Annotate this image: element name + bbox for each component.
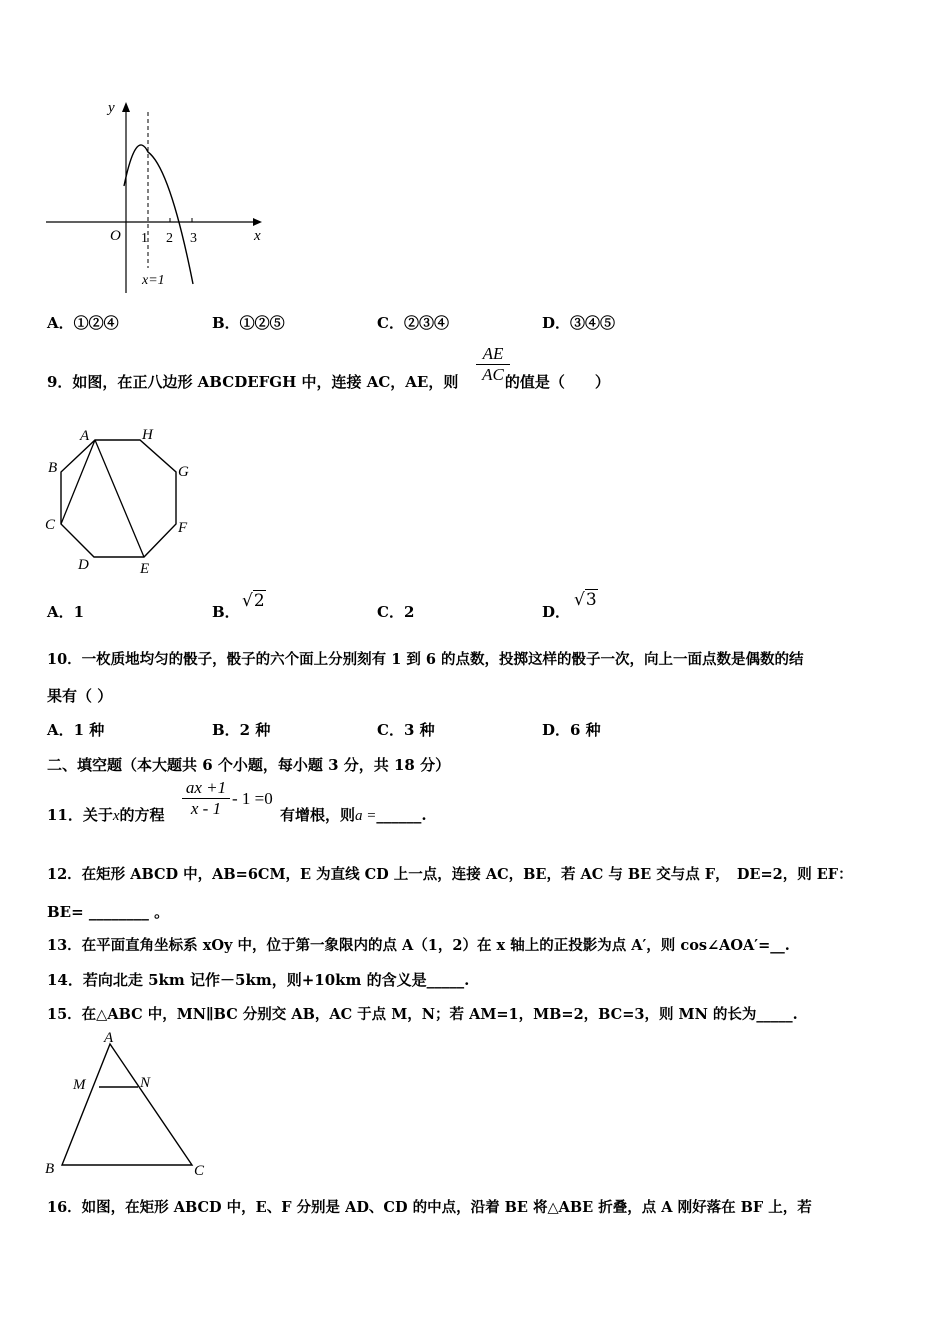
section-heading: 二、填空题（本大题共 6 个小题，每小题 3 分，共 18 分） [47,756,451,774]
q9-option-d[interactable]: D． [542,603,571,621]
tick-label-2: 2 [166,231,173,246]
x-axis-label: x [254,228,261,244]
triangle-label-m: M [73,1077,86,1093]
q10-option-a[interactable]: A．1 种 [47,721,105,739]
tick-label-3: 3 [190,231,197,246]
triangle-label-n: N [140,1075,151,1091]
q11-rest: - 1 =0 [232,789,273,808]
q10-line1: 10．一枚质地均匀的骰子，骰子的六个面上分别刻有 1 到 6 的点数，投掷这样的骰子一次，向上一面点数是偶数的结 [47,651,804,668]
q10-option-c[interactable]: C．3 种 [377,721,435,739]
q12-line2: BE= ________ 。 [47,903,170,921]
q9-frac-num: AE [482,344,504,363]
q9-prefix: 9．如图，在正八边形 ABCDEFGH 中，连接 AC，AE，则 [47,373,459,391]
q10-option-d[interactable]: D．6 种 [542,721,601,739]
q8-option-c[interactable]: C．②③④ [377,314,449,332]
vertex-g: G [178,464,189,480]
vertex-e: E [140,561,150,577]
q10-option-b[interactable]: B．2 种 [212,721,271,739]
q9-question [47,371,610,392]
vertex-d: D [78,557,89,573]
q16-question: 16．如图，在矩形 ABCD 中，E、F 分别是 AD、CD 的中点，沿着 BE 将△ABE 折叠，点 A 刚好落在 BF 上，若 [47,1199,812,1216]
q12-line1: 12．在矩形 ABCD 中，AB=6CM，E 为直线 CD 上一点，连接 AC，BE，若 AC 与 BE 交与点 F， DE=2，则 EF： [47,866,853,883]
triangle-label-a: A [104,1030,114,1046]
q14-question: 14．若向北走 5km 记作－5km，则+10km 的含义是_____. [47,971,470,989]
q8-option-d[interactable]: D．③④⑤ [542,314,616,332]
vertex-c: C [45,517,56,533]
q10-line2: 果有（ ） [47,687,113,705]
triangle-label-c: C [194,1163,205,1179]
q13-question: 13．在平面直角坐标系 xOy 中，位于第一象限内的点 A（1，2）在 x 轴上的正投影为点 A′，则 cos∠AOA′=__. [47,937,790,954]
q8-option-a[interactable]: A．①②④ [47,314,119,332]
sqrt-two: √2 [242,591,265,611]
q11-tail: 有增根，则a =______. [280,806,427,824]
vertex-h: H [142,427,153,443]
q8-option-b[interactable]: B．①②⑤ [212,314,285,332]
q11-fraction: ax +1 x - 1 [182,778,230,819]
parabola-graph [40,98,270,298]
axis-of-symmetry-label: x=1 [142,273,165,288]
q15-question: 15．在△ABC 中，MN∥BC 分别交 AB，AC 于点 M，N；若 AM=1，MB=2，BC=3，则 MN 的长为_____. [47,1006,798,1023]
vertex-b: B [48,460,58,476]
tick-label-1: 1 [141,231,148,246]
q9-fraction [476,344,510,385]
q9-option-a[interactable]: A．1 [47,603,85,621]
vertex-f: F [178,520,188,536]
q11-answer-blank[interactable]: ______ [376,806,422,824]
octagon-figure [40,428,200,578]
q12-answer-blank[interactable]: ________ [88,903,149,921]
vertex-a: A [80,428,90,444]
sqrt-three: √3 [574,590,597,610]
q9-option-c[interactable]: C．2 [377,603,415,621]
y-axis-label: y [108,100,115,116]
q9-suffix: 的值是（ ） [504,373,610,391]
origin-label: O [110,228,121,244]
q9-option-b[interactable]: B． [212,603,240,621]
q9-frac-den: AC [482,365,504,384]
q11-question: 11．关于x的方程 [47,806,165,824]
triangle-figure [40,1030,220,1180]
triangle-label-b: B [45,1161,55,1177]
